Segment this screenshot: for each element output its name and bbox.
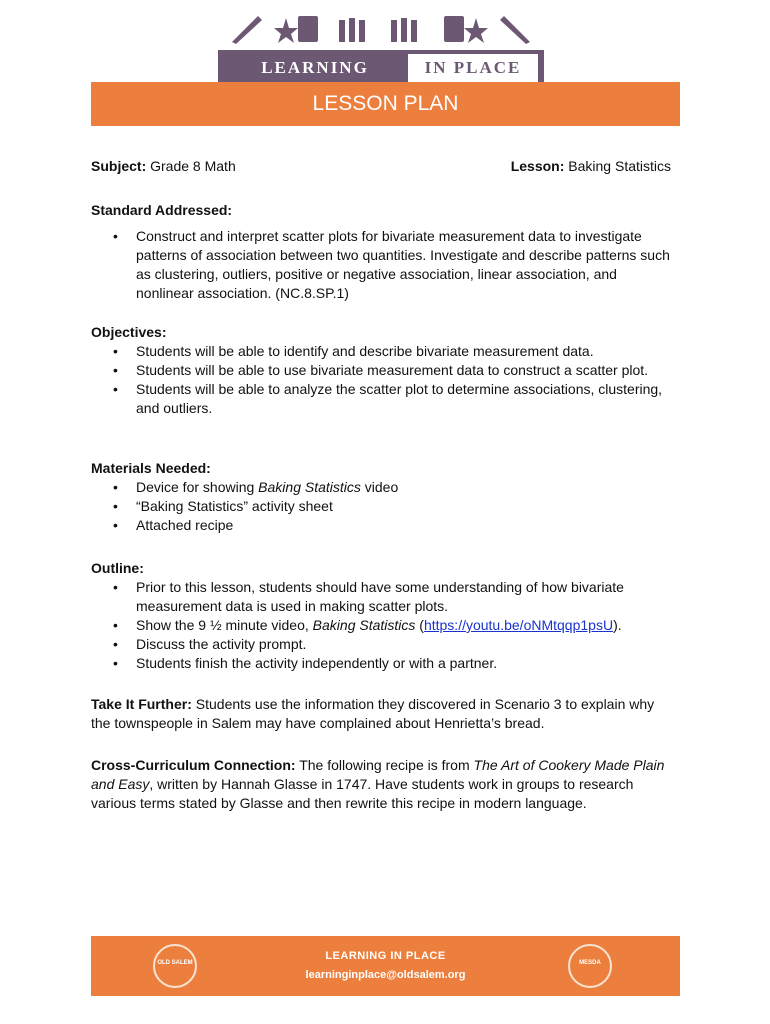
learning-in-place-logo — [218, 8, 544, 80]
outline-section — [91, 559, 671, 673]
objectives-heading: Objectives: — [91, 324, 167, 340]
list-item: • Show the 9 ½ minute video, Baking Statistics (https://youtu.be/oNMtqqp1psU). — [91, 616, 671, 635]
quill-icon — [232, 16, 262, 44]
standard-heading: Standard Addressed: — [91, 202, 233, 218]
take-it-further — [91, 695, 671, 733]
subject-value: Grade 8 Math — [150, 158, 236, 174]
footer-email[interactable]: learninginplace@oldsalem.org — [305, 969, 466, 981]
footer-bar — [91, 936, 680, 996]
logo-icons — [218, 8, 544, 48]
book-icon — [298, 16, 318, 42]
mesda-seal: MESDA — [568, 944, 612, 988]
materials-list — [91, 478, 671, 535]
footer-title: LEARNING IN PLACE — [325, 950, 446, 962]
lesson-field — [511, 157, 671, 176]
standard-section — [91, 201, 671, 303]
objectives-list — [91, 342, 671, 418]
lesson-label: Lesson: — [510, 158, 565, 174]
list-item: • Construct and interpret scatter plots for bivariate measurement data to investigate patterns of association between two quantities. Investigate and describe patterns such as clustering, outliers, positive or negative association, linear association, and nonlinear association. (NC.8.SP.1) — [91, 227, 671, 303]
materials-section — [91, 459, 671, 535]
list-item: • Prior to this lesson, students should have some understanding of how bivariate measurement data is used in making scatter plots. — [91, 578, 671, 616]
list-item: • Students will be able to identify and describe bivariate measurement data. — [91, 342, 671, 361]
book-title: The Art of Cookery Made Plain and Easy — [91, 757, 665, 792]
objectives-section — [91, 323, 671, 418]
list-item: • Discuss the activity prompt. — [91, 635, 671, 654]
list-item: • “Baking Statistics” activity sheet — [91, 497, 671, 516]
logo-right-text: IN PLACE — [408, 54, 538, 82]
outline-heading: Outline: — [91, 560, 144, 576]
materials-heading: Materials Needed: — [91, 460, 211, 476]
outline-list — [91, 578, 671, 673]
star-icon — [464, 18, 488, 43]
list-item: • Students finish the activity independently or with a partner. — [91, 654, 671, 673]
logo-left-text: LEARNING — [261, 58, 369, 77]
lesson-plan-banner: LESSON PLAN — [91, 82, 680, 126]
cross-curriculum-label: Cross-Curriculum Connection: — [91, 757, 296, 773]
standard-list — [91, 227, 671, 303]
video-link[interactable]: https://youtu.be/oNMtqqp1psU — [423, 617, 614, 633]
list-item: • Device for showing Baking Statistics video — [91, 478, 671, 497]
cross-curriculum: Cross-Curriculum Connection: The following recipe is from The Art of Cookery Made Plain and Easy, written by Hannah Glasse in 1747. Have students work in groups to research various terms stated by Glasse and then rewrite this recipe in modern language. — [91, 757, 665, 811]
list-item: • Students will be able to use bivariate measurement data to construct a scatter plot. — [91, 361, 671, 380]
subject-field — [91, 158, 236, 174]
logo-bar — [218, 50, 544, 86]
take-it-further-label: Take It Further: — [91, 696, 192, 712]
quill-icon — [500, 16, 530, 44]
list-item: • Attached recipe — [91, 516, 671, 535]
subject-label: Subject: — [91, 158, 147, 174]
star-icon — [274, 18, 298, 43]
list-item: • Students will be able to analyze the scatter plot to determine associations, clustering, and outliers. — [91, 380, 671, 418]
lesson-value: Baking Statistics — [568, 158, 671, 174]
old-salem-seal: OLD SALEM — [153, 944, 197, 988]
take-it-further-text: Students use the information they discovered in Scenario 3 to explain why the townspeople in Salem may have complained about Henrietta’s bread. — [91, 696, 655, 731]
subject-row — [91, 157, 671, 176]
